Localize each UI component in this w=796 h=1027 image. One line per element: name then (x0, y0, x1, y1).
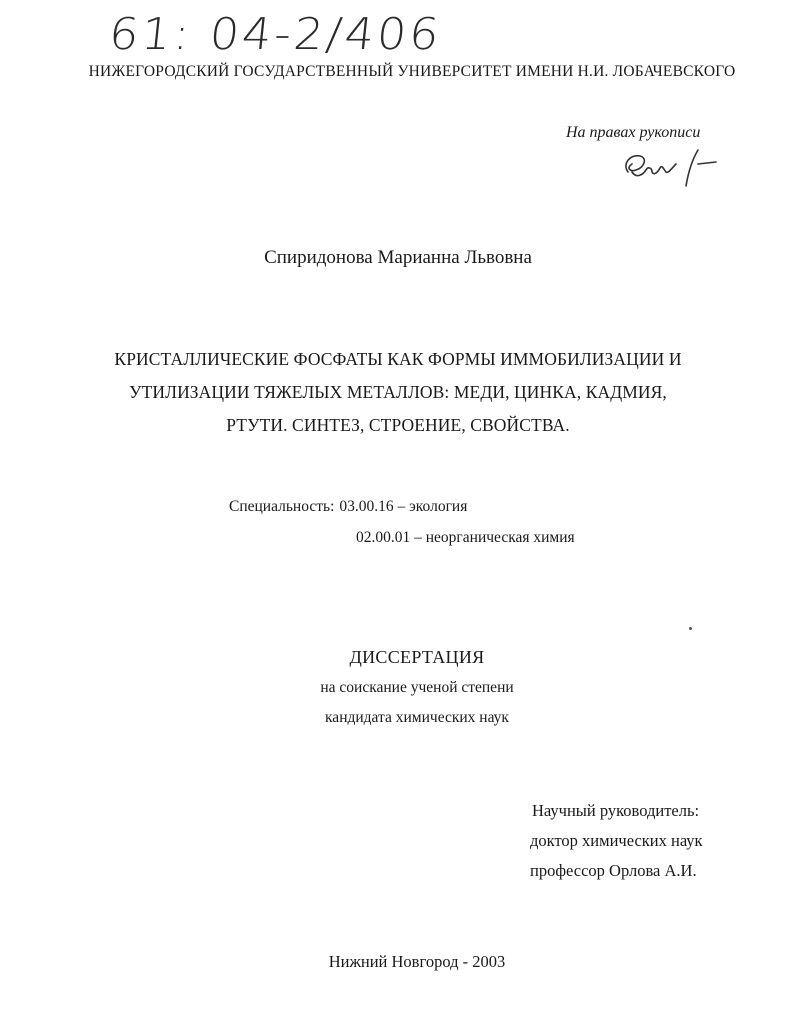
work-type-heading: ДИССЕРТАЦИЯ (349, 647, 485, 667)
specialty-label: Специальность: (229, 498, 335, 515)
specialty-item: 03.00.16 – экология (339, 498, 468, 515)
specialty-line-1 (229, 498, 467, 516)
city-year: Нижний Новгород - 2003 (328, 952, 506, 971)
supervisor-name: профессор Орлова А.И. (530, 861, 697, 880)
supervisor-label: Научный руководитель: (532, 801, 700, 820)
supervisor-degree: доктор химических наук (530, 831, 703, 850)
dissertation-title (60, 343, 736, 442)
specialty-line-2 (356, 529, 575, 547)
scan-speck (689, 627, 692, 630)
rights-note: На правах рукописи (566, 124, 701, 141)
handwritten-catalog-number: 61: 04-2/406 (106, 8, 445, 60)
degree-line: кандидата химических наук (325, 709, 509, 726)
degree-line: на соискание ученой степени (320, 679, 514, 696)
title-line: КРИСТАЛЛИЧЕСКИЕ ФОСФАТЫ КАК ФОРМЫ ИММОБИЛИЗАЦИИ И (114, 349, 682, 369)
title-line: УТИЛИЗАЦИИ ТЯЖЕЛЫХ МЕТАЛЛОВ: МЕДИ, ЦИНКА, КАДМИЯ, (129, 382, 667, 402)
signature-icon (614, 142, 724, 190)
university-name: НИЖЕГОРОДСКИЙ ГОСУДАРСТВЕННЫЙ УНИВЕРСИТЕТ ИМЕНИ Н.И. ЛОБАЧЕВСКОГО (88, 63, 736, 80)
author-name: Спиридонова Марианна Львовна (264, 247, 532, 268)
specialty-item: 02.00.01 – неорганическая химия (356, 529, 575, 546)
title-line: РТУТИ. СИНТЕЗ, СТРОЕНИЕ, СВОЙСТВА. (226, 415, 570, 435)
